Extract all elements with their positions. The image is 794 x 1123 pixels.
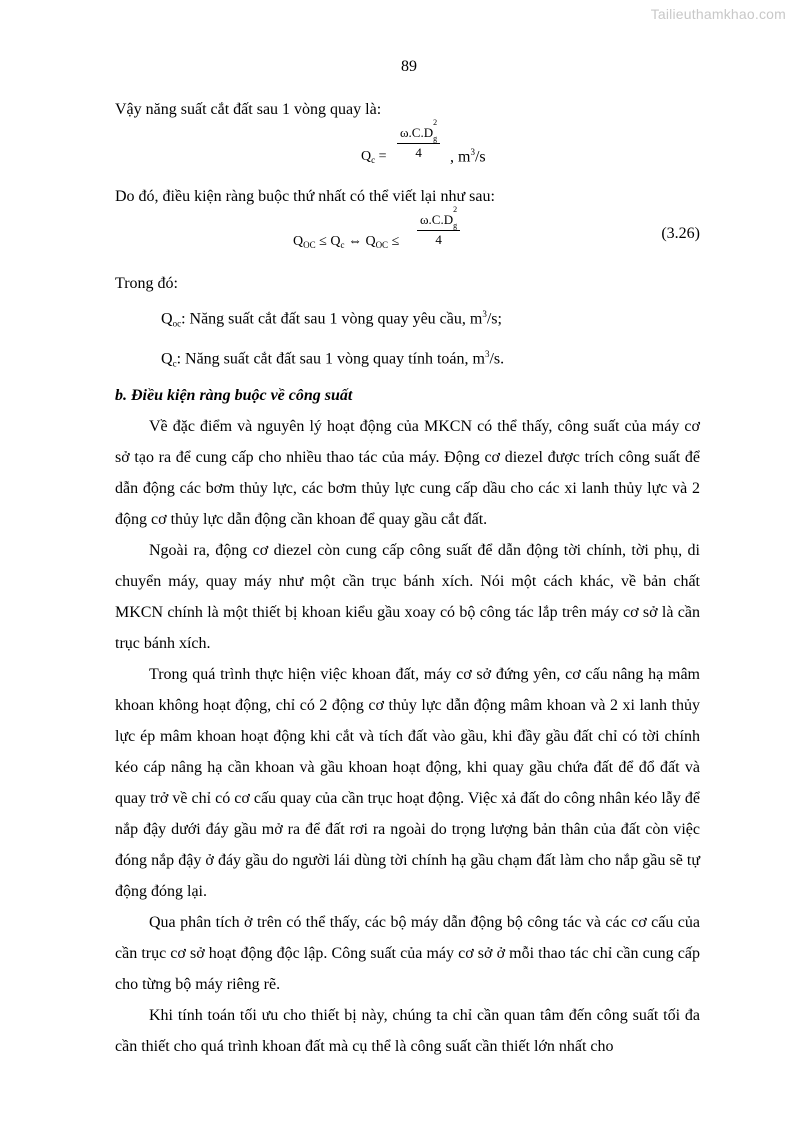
equation-3-26	[115, 205, 700, 268]
page-number: 89	[401, 58, 417, 75]
eq2-lhs: $Q_{OC} \le Q_c$ ⇔ $Q_{OC}$ ≤	[293, 234, 400, 250]
equation-qc	[115, 118, 700, 181]
body-paragraph: Khi tính toán tối ưu cho thiết bị này, chúng ta chỉ cần quan tâm đến công suất tối đa cần thiết cho quá trình khoan đất mà cụ thể là công suất cần thiết lớn nhất cho	[115, 1006, 700, 1055]
page-content	[115, 94, 700, 1062]
eq1-fraction: ω.C.D 2 $_g$ 4	[397, 125, 440, 162]
paragraph-where: Trong đó:	[115, 275, 178, 292]
body-paragraph: Trong quá trình thực hiện việc khoan đất, máy cơ sở đứng yên, cơ cấu nâng hạ mâm khoan không hoạt động, chỉ có 2 động cơ thủy lực dẫn động mâm khoan và 2 xi lanh thủy lực ép mâm khoan hoạt động khi cắt và tích đất vào gầu, khi đầy gầu đất chỉ có tời chính kéo cáp nâng hạ cần khoan và gầu khoan hoạt động, khi quay gầu chứa đất để đổ đất và quay trở về chỉ có cơ cấu quay của cần trục hoạt động. Việc xả đất do công nhân kéo lẫy để nắp đậy dưới đáy gầu mở ra để đất rơi ra ngoài do trọng lượng bản thân của đất còn việc đóng nắp đậy ở đáy gầu do người lái dùng tời chính hạ gầu chạm đất làm cho nắp gầu sẽ tự động đóng lại.	[115, 665, 700, 900]
definition-qoc: $Q_{oc}$: Năng suất cắt đất sau 1 vòng quay yêu cầu, $m^3/s$;	[161, 309, 502, 329]
eq2-fraction: ω.C.D 2 $_g$ 4	[417, 212, 460, 249]
paragraph-condition: Do đó, điều kiện ràng buộc thứ nhất có thể viết lại như sau:	[115, 188, 495, 205]
definition-qc: $Q_c$: Năng suất cắt đất sau 1 vòng quay tính toán, $m^3/s$.	[161, 349, 505, 369]
section-heading: b. Điều kiện ràng buộc về công suất	[115, 386, 353, 404]
eq1-lhs: $Q_c$ =	[361, 149, 387, 165]
eq1-unit: , $m^3/s$	[450, 147, 486, 166]
body-paragraph: Qua phân tích ở trên có thể thấy, các bộ máy dẫn động bộ công tác và các cơ cấu của cần trục cơ sở hoạt động độc lập. Công suất của máy cơ sở ở mỗi thao tác chỉ cần cung cấp cho từng bộ máy riêng rẽ.	[115, 913, 700, 993]
body-paragraph: Ngoài ra, động cơ diezel còn cung cấp công suất để dẫn động tời chính, tời phụ, di chuyển máy, quay máy như một cần trục bánh xích. Nói một cách khác, về bản chất MKCN chính là một thiết bị khoan kiểu gầu xoay có bộ công tác lắp trên máy cơ sở là cần trục bánh xích.	[115, 541, 700, 652]
body-paragraph: Về đặc điểm và nguyên lý hoạt động của MKCN có thể thấy, công suất của máy cơ sở tạo ra để cung cấp cho nhiều thao tác của máy. Động cơ diezel được trích công suất để dẫn động các bơm thủy lực, các bơm thủy lực cung cấp dầu cho các xi lanh thủy lực và 2 động cơ thủy lực dẫn động cần khoan để quay gầu cắt đất.	[115, 417, 700, 528]
paragraph-intro: Vậy năng suất cắt đất sau 1 vòng quay là:	[115, 101, 382, 118]
watermark: Tailieuthamkhao.com	[650, 6, 786, 22]
equation-number: (3.26)	[661, 225, 700, 242]
